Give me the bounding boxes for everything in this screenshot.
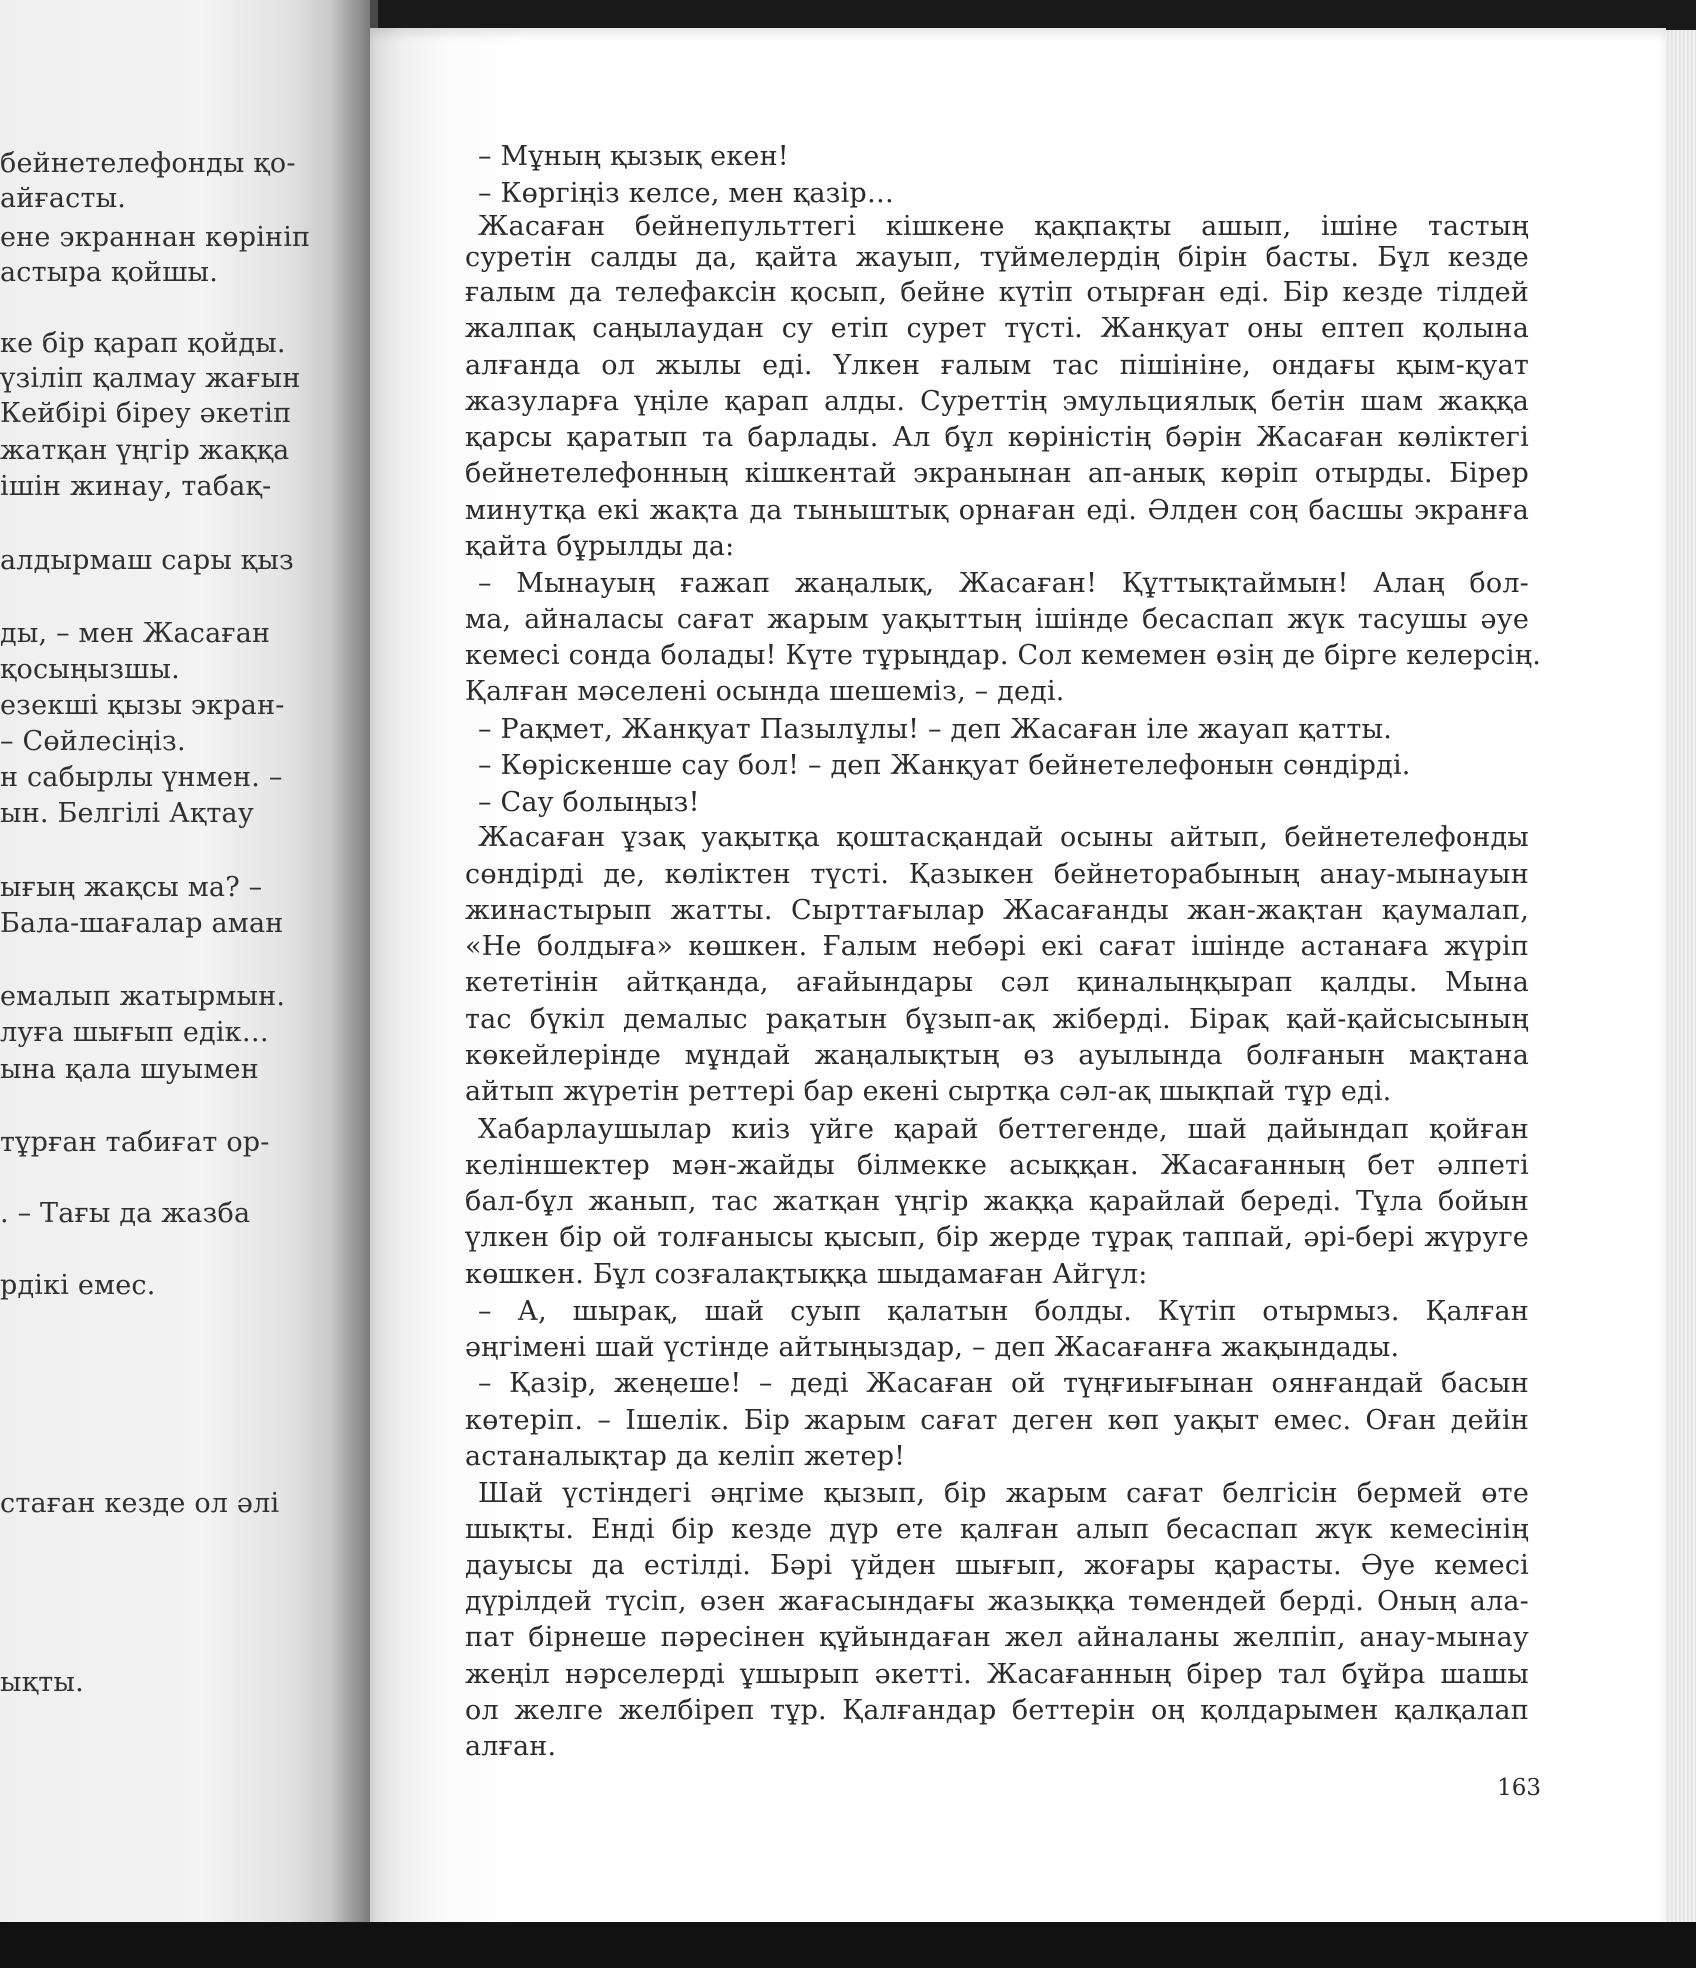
text-line: бейнетелефонның кішкентай экранынан ап-анық көріп отырды. Бірер xyxy=(465,458,1529,489)
text-line: – Көргіңіз келсе, мен қазір… xyxy=(478,178,895,209)
left-line: ене экраннан көрініп xyxy=(0,222,311,253)
left-line: алдырмаш сары қыз xyxy=(0,545,294,576)
left-line: үзіліп қалмау жағын xyxy=(0,363,301,394)
left-line: . – Тағы да жазба xyxy=(0,1198,251,1229)
page-stack-edge xyxy=(1662,30,1696,1923)
text-line: «Не болдыға» көшкен. Ғалым небәрі екі сағат ішінде астанаға жүріп xyxy=(465,931,1529,962)
left-line: луға шығып едік… xyxy=(0,1017,269,1048)
left-line: езекші қызы экран- xyxy=(0,690,285,721)
left-line: қосыңызшы. xyxy=(0,654,180,685)
text-line: суретін салды да, қайта жауып, түймелердің бірін басты. Бұл кезде xyxy=(465,242,1529,273)
text-line: көшкен. Бұл созғалақтыққа шыдамаған Айгүл: xyxy=(465,1259,1148,1290)
text-line: – Рақмет, Жанқуат Пазылұлы! – деп Жасаған іле жауап қатты. xyxy=(478,714,1392,745)
text-line: Жасаған ұзақ уақытқа қоштасқандай осыны айтып, бейнетелефонды xyxy=(478,822,1529,853)
text-line: алғанда ол жылы еді. Үлкен ғалым тас пішініне, ондағы қым-қуат xyxy=(465,350,1529,381)
left-line: Бала-шағалар аман xyxy=(0,908,284,939)
text-line: көтеріп. – Ішелік. Бір жарым сағат деген көп уақыт емес. Оған дейін xyxy=(465,1405,1529,1436)
left-line: бейнетелефонды қо- xyxy=(0,148,296,179)
text-line: кететінін айтқанда, ағайындары сәл қиналыңқырап қалды. Мына xyxy=(465,967,1529,998)
text-line: алған. xyxy=(465,1731,557,1762)
text-line: тас бүкіл демалыс рақатын бұзып-ақ жіберді. Бірақ қай-қайсысының xyxy=(465,1004,1529,1035)
text-line: жазуларға үңіле қарап алды. Суреттің эмульциялық бетін шам жаққа xyxy=(465,386,1529,417)
text-line: ма, айналасы сағат жарым уақыттың ішінде бесаспап жүк тасушы әуе xyxy=(465,604,1529,635)
page-number: 163 xyxy=(1497,1775,1541,1801)
left-line: н сабырлы үнмен. – xyxy=(0,762,283,793)
text-line: үлкен бір ой толғанысы қысып, бір жерде тұрақ таппай, әрі-бері жүруге xyxy=(465,1222,1529,1253)
text-line: Жасаған бейнепульттегі кішкене қақпақты ашып, ішіне тастың xyxy=(478,211,1529,242)
text-line: – А, шырақ, шай суып қалатын болды. Күтіп отырмыз. Қалған xyxy=(478,1296,1529,1327)
scan-bottom-edge xyxy=(0,1922,1696,1968)
text-line: қарсы қаратып та барлады. Ал бұл көріністің бәрін Жасаған көліктегі xyxy=(465,422,1529,453)
scan-top-edge xyxy=(378,0,1696,30)
text-line: Хабарлаушылар киіз үйге қарай беттегенде, шай дайындап қойған xyxy=(478,1114,1529,1145)
text-line: қайта бұрылды да: xyxy=(465,531,735,562)
text-line: дауысы да естілді. Бәрі үйден шығып, жоғары қарасты. Әуе кемесі xyxy=(465,1550,1529,1581)
left-line: емалып жатырмын. xyxy=(0,981,286,1012)
text-line: – Қазір, жеңеше! – деді Жасаған ой түңғиығынан оянғандай басын xyxy=(478,1368,1529,1399)
text-line: сөндірді де, көліктен түсті. Қазыкен бейнеторабының анау-мынауын xyxy=(465,859,1529,890)
text-line: астаналықтар да келіп жетер! xyxy=(465,1441,906,1472)
text-line: – Мынауың ғажап жаңалық, Жасаған! Құттықтаймын! Алаң бол- xyxy=(478,568,1529,599)
text-line: әңгімені шай үстінде айтыңыздар, – деп Жасағанға жақындады. xyxy=(465,1332,1400,1363)
left-line: тұрған табиғат ор- xyxy=(0,1127,270,1158)
text-line: жеңіл нәрселерді ұшырып әкетті. Жасағанның бірер тал бұйра шашы xyxy=(465,1659,1529,1690)
left-line: жатқан үңгір жаққа xyxy=(0,435,290,466)
text-line: Қалған мәселені осында шешеміз, – деді. xyxy=(465,676,1065,707)
text-line: айтып жүретін реттері бар екені сыртқа сәл-ақ шықпай тұр еді. xyxy=(465,1076,1392,1107)
text-line: шықты. Енді бір кезде дүр ете қалған алып бесаспап жүк кемесінің xyxy=(465,1514,1529,1545)
left-line: ықты. xyxy=(0,1667,84,1698)
left-line: ішін жинау, табақ- xyxy=(0,471,272,502)
text-line: жалпақ саңылаудан су етіп сурет түсті. Жанқуат оны ептеп қолына xyxy=(465,313,1529,344)
left-line: айғасты. xyxy=(0,183,127,214)
left-line: Кейбірі біреу әкетіп xyxy=(0,398,292,429)
text-line: Шай үстіндегі әңгіме қызып, бір жарым сағат белгісін бермей өте xyxy=(478,1478,1529,1509)
left-line: ын. Белгілі Ақтау xyxy=(0,798,254,829)
text-line: бал-бұл жанып, тас жатқан үңгір жаққа қарайлай береді. Тұла бойын xyxy=(465,1186,1529,1217)
text-line: пат бірнеше пәресінен құйындаған жел айналаны желпіп, анау-мынау xyxy=(465,1622,1529,1653)
left-line: – Сөйлесіңіз. xyxy=(0,726,186,757)
left-line: рдікі емес. xyxy=(0,1270,156,1301)
left-line: ды, – мен Жасаған xyxy=(0,618,271,649)
text-line: минутқа екі жақта да тыныштық орнаған еді. Әлден соң басшы экранға xyxy=(465,495,1529,526)
text-line: жинастырып жатты. Сырттағылар Жасағанды жан-жақтан қаумалап, xyxy=(465,895,1529,926)
text-line: келіншектер мән-жайды білмекке асыққан. Жасағанның бет әлпеті xyxy=(465,1150,1529,1181)
left-line: астыра қойшы. xyxy=(0,257,218,288)
text-line: кемесі сонда болады! Күте тұрыңдар. Сол кемемен өзің де бірге келерсің. xyxy=(465,640,1541,671)
left-page xyxy=(0,0,370,1968)
text-line: – Көріскенше сау бол! – деп Жанқуат бейнетелефонын сөндірді. xyxy=(478,750,1411,781)
left-line: ына қала шуымен xyxy=(0,1054,259,1085)
text-line: ғалым да телефаксін қосып, бейне күтіп отырған еді. Бір кезде тілдей xyxy=(465,277,1529,308)
text-line: – Сау болыңыз! xyxy=(478,787,700,818)
text-line: көкейлерінде мұндай жаңалықтың өз ауылында болғанын мақтана xyxy=(465,1040,1529,1071)
text-line: дүрілдей түсіп, өзен жағасындағы жазыққа төмендей берді. Оның ала- xyxy=(465,1586,1529,1617)
left-line: ығың жақсы ма? – xyxy=(0,872,263,903)
left-line: ке бір қарап қойды. xyxy=(0,328,286,359)
left-line: стаған кезде ол әлі xyxy=(0,1488,280,1519)
text-line: ол желге желбіреп тұр. Қалғандар беттерін оң қолдарымен қалқалап xyxy=(465,1695,1529,1726)
text-line: – Мұның қызық екен! xyxy=(478,141,789,172)
